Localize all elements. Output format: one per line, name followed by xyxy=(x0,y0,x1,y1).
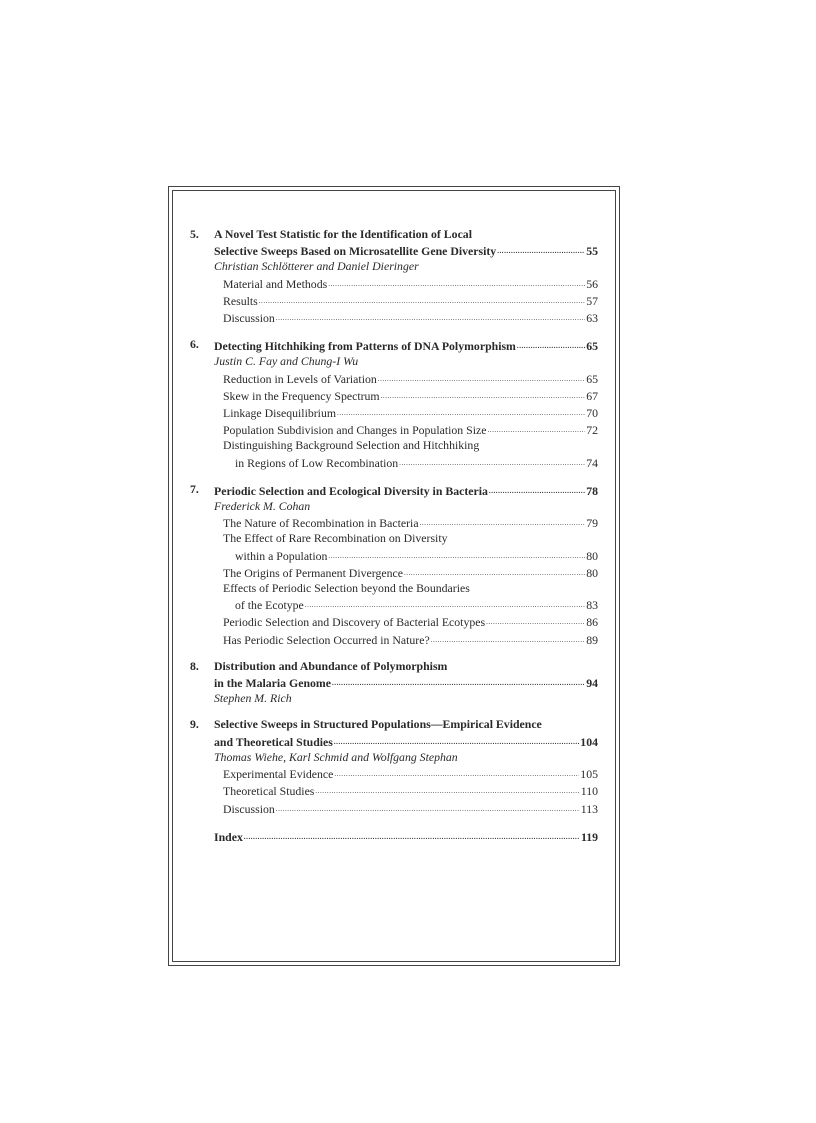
chapter-title xyxy=(214,482,598,499)
index-body xyxy=(214,828,598,845)
leader-dots xyxy=(328,275,585,292)
section-entry xyxy=(223,275,598,292)
chapter-title-line: Distribution and Abundance of Polymorphism xyxy=(214,658,448,673)
section-entry xyxy=(223,514,598,531)
section-entry-text: Theoretical Studies xyxy=(223,784,315,799)
toc-chapter xyxy=(190,717,598,816)
chapter-body xyxy=(214,717,598,816)
section-entry xyxy=(223,800,598,817)
leader-dots xyxy=(276,800,580,817)
section-entry xyxy=(223,613,598,630)
leader-dots xyxy=(487,421,585,438)
section-entry xyxy=(223,631,598,648)
toc-index xyxy=(190,828,598,845)
chapter-title-page: 55 xyxy=(586,244,598,259)
chapter-title xyxy=(214,242,598,259)
chapter-title-line: A Novel Test Statistic for the Identification of Local xyxy=(214,227,472,241)
section-entry-text: The Origins of Permanent Divergence xyxy=(223,565,403,580)
leader-dots xyxy=(259,292,585,309)
leader-dots xyxy=(486,613,585,630)
toc-chapter xyxy=(190,659,598,707)
leader-dots xyxy=(517,337,585,354)
section-entry-text: Results xyxy=(223,293,258,308)
section-entry-page: 65 xyxy=(586,371,598,386)
section-entry-text: Experimental Evidence xyxy=(223,767,334,782)
section-entry xyxy=(223,370,598,387)
chapter-title-text: in the Malaria Genome xyxy=(214,676,331,691)
section-entry-text: Material and Methods xyxy=(223,276,328,291)
section-entry-text: Discussion xyxy=(223,801,275,816)
section-entry xyxy=(223,765,598,782)
leader-dots xyxy=(315,782,579,799)
section-entry-page: 74 xyxy=(586,455,598,470)
chapter-number: 9. xyxy=(190,717,199,732)
chapter-title xyxy=(214,674,598,691)
section-entry-text: Skew in the Frequency Spectrum xyxy=(223,388,380,403)
chapter-title-page: 65 xyxy=(586,339,598,354)
chapter-author: Frederick M. Cohan xyxy=(214,499,311,514)
section-entry xyxy=(223,292,598,309)
section-title-line: The Effect of Rare Recombination on Diversity xyxy=(223,531,448,546)
section-entry-page: 57 xyxy=(586,293,598,308)
section-entry-page: 79 xyxy=(586,516,598,531)
section-entry-page: 110 xyxy=(580,784,598,799)
chapter-title-text: Selective Sweeps Based on Microsatellite Gene Diversity xyxy=(214,244,497,259)
section-entry-text: The Nature of Recombination in Bacteria xyxy=(223,516,419,531)
section-entry xyxy=(235,547,598,564)
section-entry-text: Discussion xyxy=(223,311,275,326)
chapter-body xyxy=(214,482,598,648)
index-entry-page: 119 xyxy=(580,829,598,844)
index-entry xyxy=(214,828,598,845)
section-entry-page: 72 xyxy=(586,423,598,438)
section-entry xyxy=(235,596,598,613)
chapter-title-page: 78 xyxy=(586,483,598,498)
leader-dots xyxy=(381,387,586,404)
section-entry xyxy=(223,404,598,421)
section-entry xyxy=(223,564,598,581)
section-entry-page: 105 xyxy=(580,767,598,782)
chapter-number: 8. xyxy=(190,658,199,673)
toc-chapter xyxy=(190,482,598,648)
toc-chapter xyxy=(190,227,598,326)
chapter-author: Thomas Wiehe, Karl Schmid and Wolfgang Stephan xyxy=(214,749,458,764)
section-entry-page: 80 xyxy=(586,565,598,580)
section-entry-page: 56 xyxy=(586,276,598,291)
chapter-author: Christian Schlötterer and Daniel Dieringer xyxy=(214,259,419,274)
leader-dots xyxy=(337,404,585,421)
index-entry-text: Index xyxy=(214,829,243,844)
section-entry-text: within a Population xyxy=(235,548,328,563)
section-entry xyxy=(223,387,598,404)
section-title-line: Distinguishing Background Selection and Hitchhiking xyxy=(223,438,480,453)
chapter-number: 5. xyxy=(190,227,199,241)
section-entry-text: Linkage Disequilibrium xyxy=(223,406,337,421)
leader-dots xyxy=(334,765,579,782)
section-entry-text: Population Subdivision and Changes in Population Size xyxy=(223,423,487,438)
section-entry-page: 80 xyxy=(586,548,598,563)
leader-dots xyxy=(431,631,586,648)
leader-dots xyxy=(378,370,585,387)
section-entry-page: 89 xyxy=(586,632,598,647)
table-of-contents xyxy=(190,227,598,856)
section-entry-page: 83 xyxy=(586,598,598,613)
section-entry-text: of the Ecotype xyxy=(235,598,304,613)
section-entry xyxy=(223,782,598,799)
leader-dots xyxy=(404,564,585,581)
chapter-body xyxy=(214,659,598,707)
section-entry-page: 70 xyxy=(586,406,598,421)
leader-dots xyxy=(420,514,586,531)
section-entry-page: 113 xyxy=(580,801,598,816)
leader-dots xyxy=(489,482,585,499)
leader-dots xyxy=(497,242,585,259)
chapter-title-line: Selective Sweeps in Structured Populations—Empirical Evidence xyxy=(214,717,542,732)
section-entry-page: 67 xyxy=(586,388,598,403)
section-entry xyxy=(223,309,598,326)
section-entry-text: Reduction in Levels of Variation xyxy=(223,371,377,386)
section-entry xyxy=(235,454,598,471)
chapter-title-text: and Theoretical Studies xyxy=(214,734,333,749)
chapter-author: Stephen M. Rich xyxy=(214,691,292,706)
toc-chapter xyxy=(190,337,598,471)
chapter-title-text: Periodic Selection and Ecological Diversity in Bacteria xyxy=(214,483,488,498)
section-entry-page: 63 xyxy=(586,311,598,326)
chapter-title xyxy=(214,337,598,354)
section-entry-text: in Regions of Low Recombination xyxy=(235,455,399,470)
chapter-number: 6. xyxy=(190,337,199,352)
section-title-line: Effects of Periodic Selection beyond the Boundaries xyxy=(223,581,470,596)
leader-dots xyxy=(399,454,585,471)
chapter-title-page: 104 xyxy=(580,734,598,749)
leader-dots xyxy=(305,596,585,613)
leader-dots xyxy=(328,547,585,564)
section-entry xyxy=(223,421,598,438)
leader-dots xyxy=(244,828,580,845)
chapter-number: 7. xyxy=(190,481,199,496)
chapter-title-text: Detecting Hitchhiking from Patterns of DNA Polymorphism xyxy=(214,339,516,354)
chapter-body xyxy=(214,227,598,326)
leader-dots xyxy=(332,674,585,691)
section-entry-text: Periodic Selection and Discovery of Bacterial Ecotypes xyxy=(223,615,486,630)
chapter-title xyxy=(214,733,598,750)
chapter-author: Justin C. Fay and Chung-I Wu xyxy=(214,354,359,369)
leader-dots xyxy=(276,309,585,326)
section-entry-text: Has Periodic Selection Occurred in Nature? xyxy=(223,632,430,647)
chapter-body xyxy=(214,337,598,471)
leader-dots xyxy=(334,733,579,750)
section-entry-page: 86 xyxy=(586,615,598,630)
chapter-title-page: 94 xyxy=(586,676,598,691)
